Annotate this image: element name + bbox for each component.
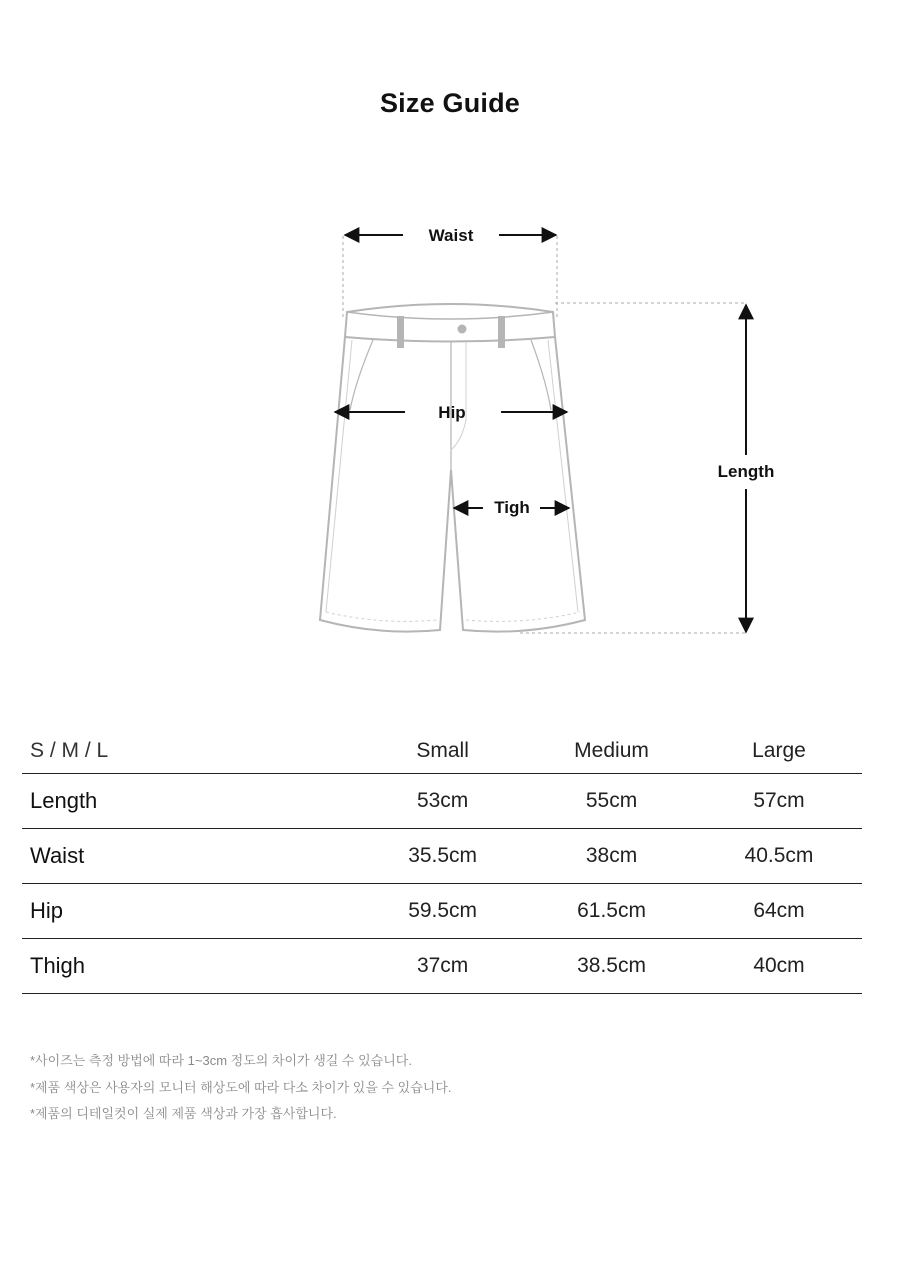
- table-row: [22, 774, 862, 829]
- row-label: Length: [30, 788, 98, 813]
- note-measurement: *사이즈는 측정 방법에 따라 1~3cm 정도의 차이가 생길 수 있습니다.: [30, 1053, 412, 1068]
- table-row: [22, 829, 862, 884]
- table-header-row: [22, 728, 862, 774]
- cell-medium: 38cm: [585, 844, 638, 867]
- cell-large: 57cm: [753, 789, 805, 812]
- page-title: Size Guide: [379, 88, 521, 118]
- thigh-label: Tigh: [494, 498, 530, 517]
- size-notes: [30, 1048, 452, 1128]
- note-monitor-color: *제품 색상은 사용자의 모니터 해상도에 따라 다소 차이가 있을 수 있습니다.: [30, 1079, 452, 1095]
- cell-medium: 55cm: [585, 789, 638, 812]
- row-label: Hip: [30, 898, 64, 923]
- row-label: Waist: [30, 843, 85, 868]
- cell-large: 40.5cm: [744, 844, 814, 867]
- shorts-illustration: [320, 304, 585, 632]
- row-label: Thigh: [30, 953, 86, 978]
- guide-lines: [343, 236, 746, 633]
- waist-label: Waist: [428, 226, 474, 245]
- note-detail-cut: *제품의 디테일컷이 실제 제품 색상과 가장 흡사합니다.: [30, 1106, 337, 1121]
- cell-medium: 61.5cm: [577, 899, 646, 922]
- table-row: [22, 884, 862, 939]
- cell-large: 40cm: [753, 954, 805, 977]
- header-medium: Medium: [574, 738, 649, 762]
- header-large: Large: [752, 738, 806, 762]
- cell-small: 53cm: [416, 789, 469, 812]
- size-table: [22, 728, 862, 994]
- header-size-col: S / M / L: [30, 738, 109, 762]
- cell-small: 59.5cm: [408, 899, 478, 922]
- cell-large: 64cm: [753, 899, 805, 922]
- cell-small: 37cm: [416, 954, 469, 977]
- hip-label: Hip: [438, 403, 466, 422]
- table-row: [22, 939, 862, 994]
- cell-small: 35.5cm: [408, 844, 478, 867]
- cell-medium: 38.5cm: [577, 954, 646, 977]
- header-small: Small: [416, 738, 469, 762]
- length-label: Length: [717, 462, 775, 481]
